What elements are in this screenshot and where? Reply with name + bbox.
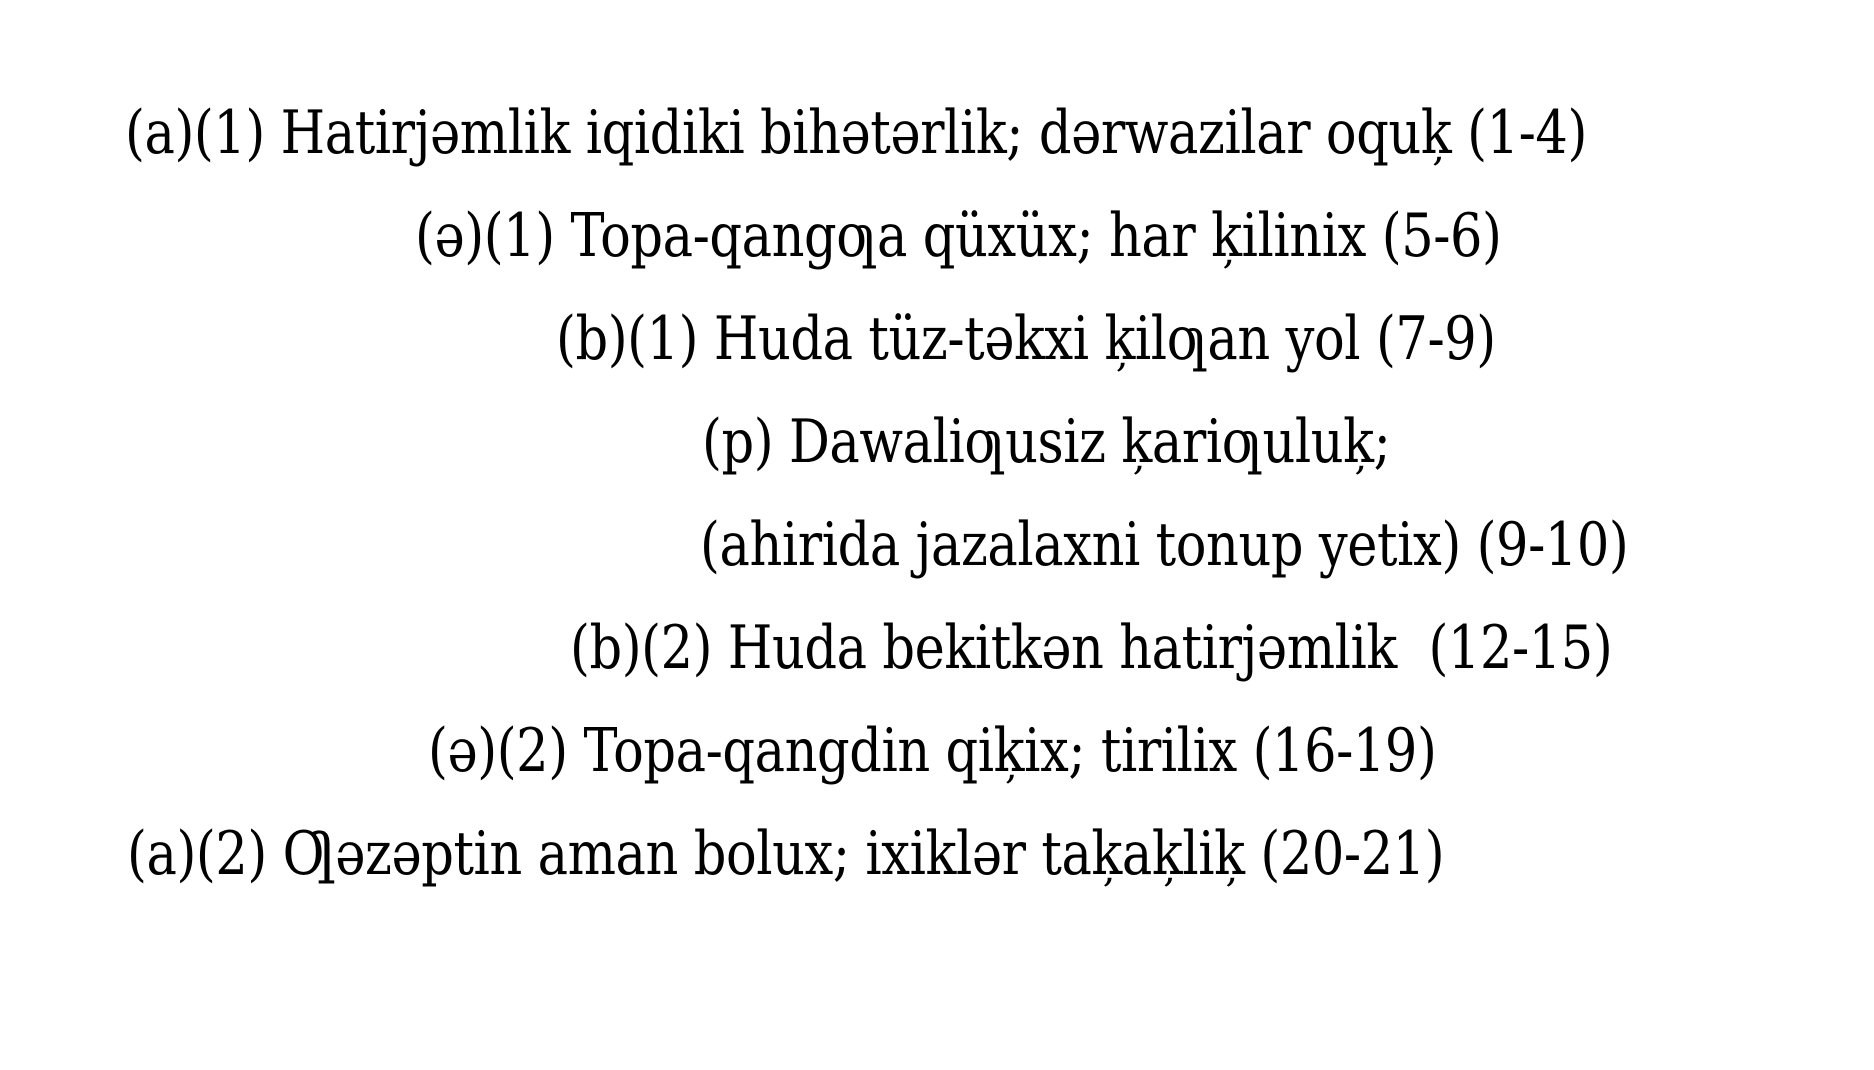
outline-line-b1: (b)(1) Huda tüz-təkxi ķilƣan yol (7-9) [556,304,1496,374]
outline-line-e2: (ə)(2) Topa-qangdin qiķix; tirilix (16-19) [428,716,1437,786]
outline-line-p-continued: (ahirida jazalaxni tonup yetix) (9-10) [700,510,1629,580]
outline-line-p: (p) Dawaliƣusiz ķariƣuluķ; [702,407,1391,477]
outline-line-b2: (b)(2) Huda bekitkən hatirjəmlik (12-15) [570,613,1613,683]
outline-line-a2: (a)(2) Ƣəzəptin aman bolux; ixiklər taķaķliķ (20-21) [127,819,1445,889]
outline-line-e1: (ə)(1) Topa-qangƣa qüxüx; har ķilinix (5-6) [415,201,1502,271]
outline-line-a1: (a)(1) Hatirjəmlik iqidiki bihətərlik; dərwazilar oquķ (1-4) [125,98,1587,168]
